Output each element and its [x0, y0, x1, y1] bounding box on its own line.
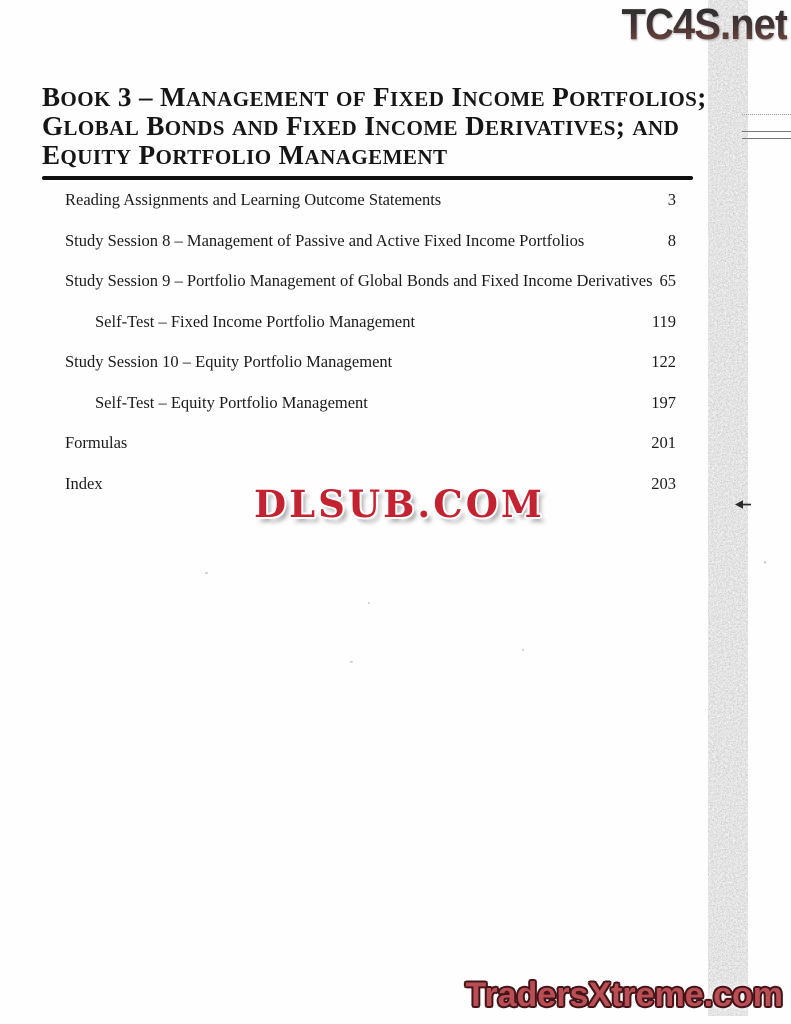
scan-speck [205, 572, 208, 574]
toc-row-study-session-10 [65, 352, 676, 372]
toc-row-selftest-equity [65, 393, 676, 413]
toc-entry-label: Study Session 8 – Management of Passive and Active Fixed Income Portfolios [65, 231, 585, 250]
toc-page-number: 203 [651, 474, 676, 493]
watermark-tradersxtreme: TradersXtreme.com [465, 976, 783, 1014]
scan-arrow-mark [734, 499, 752, 510]
watermark-tc4s: TC4S.net [621, 0, 787, 49]
toc-page-number: 65 [659, 271, 676, 290]
toc-row-formulas [65, 433, 676, 453]
scan-artifact-dotted-line [742, 114, 791, 115]
toc-row-reading-assignments [65, 190, 676, 210]
scan-speck [522, 649, 524, 651]
title-line-1: BOOK 3 – MANAGEMENT OF FIXED INCOME PORTFOLIOS; [42, 82, 707, 112]
toc-row-study-session-9 [65, 271, 676, 291]
title-line-2: GLOBAL BONDS AND FIXED INCOME DERIVATIVES; AND [42, 111, 680, 141]
toc-page-number: 8 [667, 231, 676, 250]
toc-page-number: 201 [651, 433, 676, 452]
toc-entry-label: Self-Test – Fixed Income Portfolio Management [95, 312, 416, 331]
toc-page-number: 3 [667, 190, 676, 209]
toc-entry-label: Reading Assignments and Learning Outcome Statements [65, 190, 442, 209]
title-line-3: EQUITY PORTFOLIO MANAGEMENT [42, 140, 448, 170]
scan-speck [368, 602, 370, 604]
scan-artifact-line-1 [742, 131, 791, 132]
toc-page-number: 119 [651, 312, 676, 331]
page-title [42, 84, 707, 171]
toc-entry-label: Study Session 9 – Portfolio Management of Global Bonds and Fixed Income Derivatives [65, 271, 653, 290]
scan-speck [764, 561, 766, 564]
toc-entry-label: Index [65, 474, 103, 493]
scan-speck [350, 661, 353, 663]
toc-page-number: 122 [651, 352, 676, 371]
toc-entry-label: Self-Test – Equity Portfolio Management [95, 393, 368, 412]
toc-row-selftest-fixed-income [65, 312, 676, 332]
watermark-dlsub: DLSUB.COM [254, 482, 545, 526]
scan-artifact-line-2 [742, 138, 791, 139]
toc-row-study-session-8 [65, 231, 676, 251]
toc-entry-label: Formulas [65, 433, 128, 452]
toc-entry-label: Study Session 10 – Equity Portfolio Management [65, 352, 393, 371]
toc-page-number: 197 [651, 393, 676, 412]
title-divider-rule [42, 176, 693, 180]
